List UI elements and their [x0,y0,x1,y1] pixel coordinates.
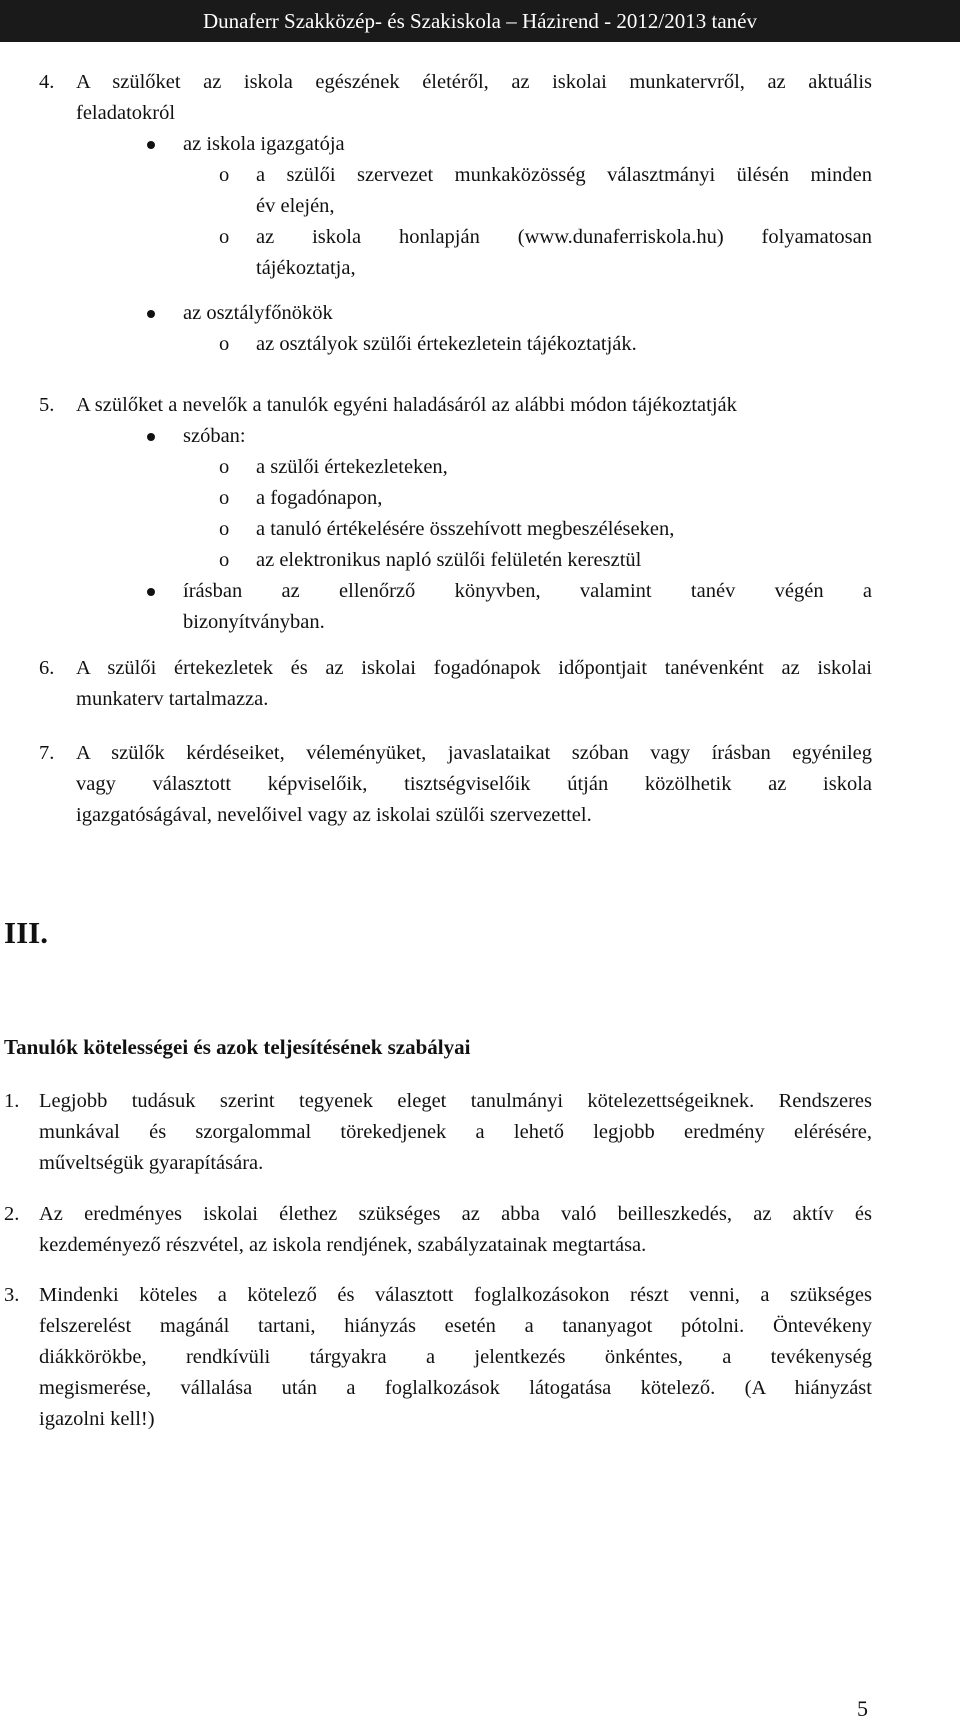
rule-3-line-4: megismerése, vállalása után a foglalkozások látogatása kötelező. (A hiányzást [39,1377,872,1399]
sub-bullet-icon: o [219,518,230,540]
item-4-line-2: feladatokról [76,102,176,124]
rule-3-number: 3. [4,1284,20,1306]
sub-bullet-icon: o [219,456,230,478]
rule-1-number: 1. [4,1090,20,1112]
page-number: 5 [857,1696,868,1721]
item-5-bullet-1: szóban: [183,425,246,447]
item-4-sub-3: az osztályok szülői értekezletein tájékoztatják. [256,333,637,355]
section-number: III. [4,915,48,950]
bullet-icon [147,310,155,318]
sub-bullet-icon: o [219,549,230,571]
item-7-number: 7. [39,742,55,764]
bullet-icon [147,141,155,149]
rule-3-line-3: diákkörökbe, rendkívüli tárgyakra a jelentkezés önkéntes, a tevékenység [39,1346,872,1368]
item-7-line-3: igazgatóságával, nevelőivel vagy az iskolai szülői szervezettel. [76,804,592,826]
item-4-sub-1-line-1: a szülői szervezet munkaközösség választmányi ülésén minden [256,164,872,186]
section-title: Tanulók kötelességei és azok teljesítésének szabályai [4,1035,471,1059]
item-5-sub-2: a fogadónapon, [256,487,383,509]
item-5-bullet-2-line-2: bizonyítványban. [183,611,325,633]
item-4-sub-2-line-2: tájékoztatja, [256,257,356,279]
item-5-sub-3: a tanuló értékelésére összehívott megbeszéléseken, [256,518,675,540]
sub-bullet-icon: o [219,164,230,186]
sub-bullet-icon: o [219,487,230,509]
rule-1-line-3: műveltségük gyarapítására. [39,1152,264,1174]
item-7-line-2: vagy választott képviselőik, tisztségviselőik útján közölhetik az iskola [76,773,872,795]
item-4-line-1: A szülőket az iskola egészének életéről, az iskolai munkatervről, az aktuális [76,71,872,93]
rule-3-line-5: igazolni kell!) [39,1408,155,1430]
item-5-number: 5. [39,394,55,416]
item-4-sub-2-line-1: az iskola honlapján (www.dunaferriskola.hu) folyamatosan [256,226,872,248]
rule-2-line-1: Az eredményes iskolai élethez szükséges az abba való beilleszkedés, az aktív és [39,1203,872,1225]
item-4-sub-1-line-2: év elején, [256,195,335,217]
item-6-line-1: A szülői értekezletek és az iskolai fogadónapok időpontjait tanévenként az iskolai [76,657,872,679]
item-4-bullet-1: az iskola igazgatója [183,133,345,155]
bullet-icon [147,588,155,596]
item-5-sub-1: a szülői értekezleteken, [256,456,448,478]
item-5-bullet-2-line-1: írásban az ellenőrző könyvben, valamint tanév végén a [183,580,872,602]
sub-bullet-icon: o [219,333,230,355]
rule-3-line-1: Mindenki köteles a kötelező és választott foglalkozásokon részt venni, a szükséges [39,1284,872,1306]
rule-2-number: 2. [4,1203,20,1225]
sub-bullet-icon: o [219,226,230,248]
item-5-sub-4: az elektronikus napló szülői felületén keresztül [256,549,642,571]
rule-3-line-2: felszerelést magánál tartani, hiányzás esetén a tananyagot pótolni. Öntevékeny [39,1315,872,1337]
document-header: Dunaferr Szakközép- és Szakiskola – Házirend - 2012/2013 tanév [0,0,960,42]
item-5-line-1: A szülőket a nevelők a tanulók egyéni haladásáról az alábbi módon tájékoztatják [76,394,737,416]
rule-1-line-1: Legjobb tudásuk szerint tegyenek eleget tanulmányi kötelezettségeiknek. Rendszeres [39,1090,872,1112]
bullet-icon [147,433,155,441]
rule-1-line-2: munkával és szorgalommal törekedjenek a lehető legjobb eredmény elérésére, [39,1121,872,1143]
item-7-line-1: A szülők kérdéseiket, véleményüket, javaslataikat szóban vagy írásban egyénileg [76,742,872,764]
item-6-line-2: munkaterv tartalmazza. [76,688,269,710]
rule-2-line-2: kezdeményező részvétel, az iskola rendjének, szabályzatainak megtartása. [39,1234,647,1256]
item-4-bullet-2: az osztályfőnökök [183,302,333,324]
item-6-number: 6. [39,657,55,679]
item-4-number: 4. [39,71,55,93]
